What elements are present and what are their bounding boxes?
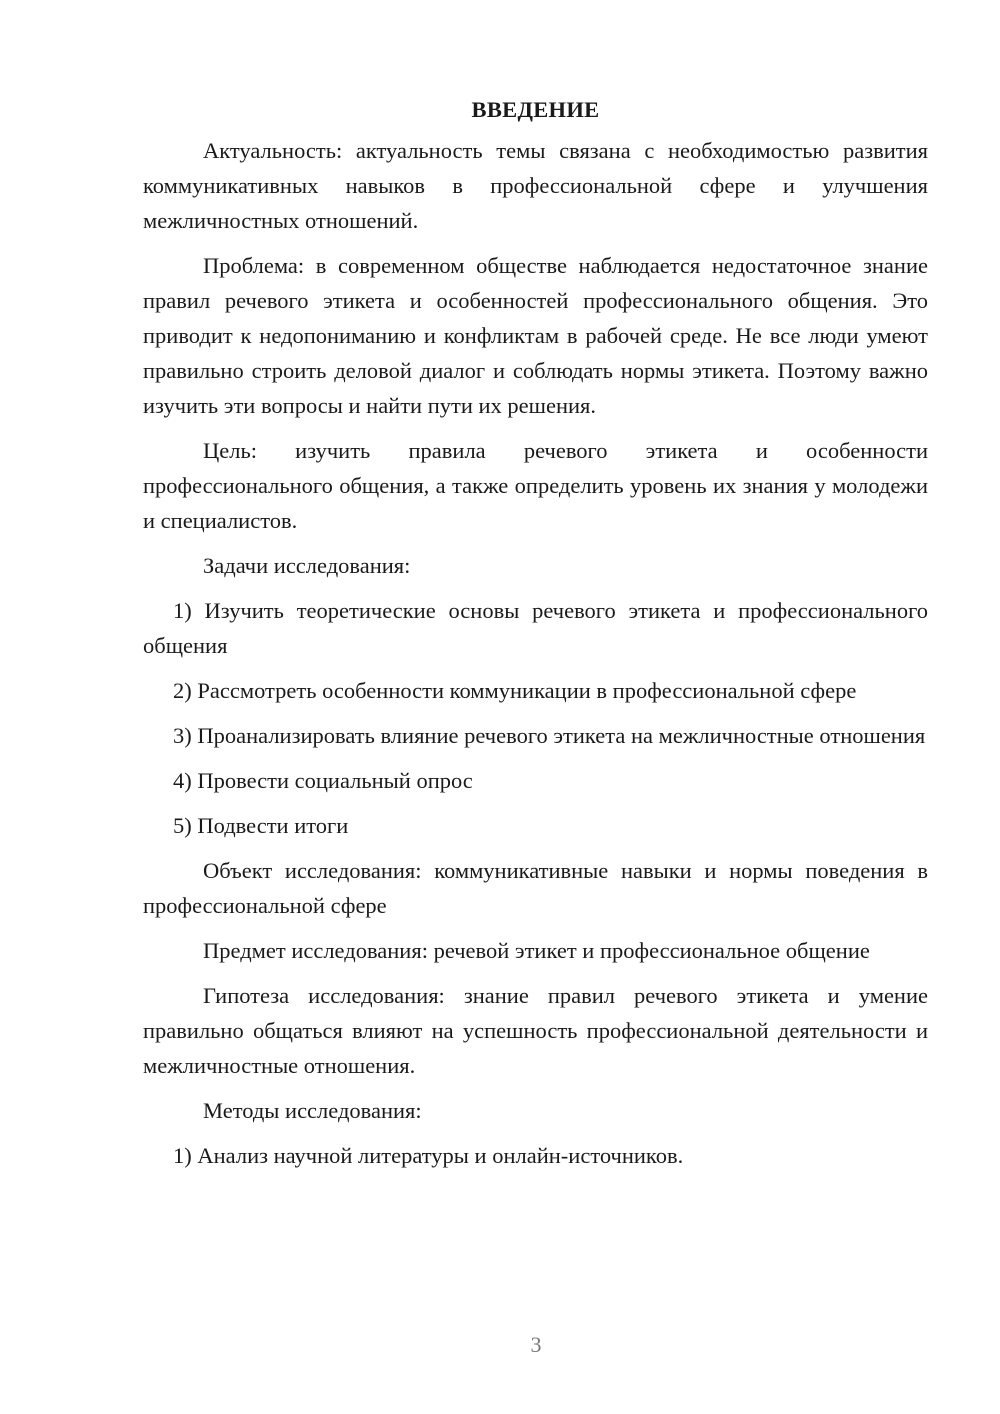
goal-paragraph: Цель: изучить правила речевого этикета и особенности профессионального общения, а также определить уровень их знания у молодежи и специалистов. [143,438,928,533]
tasks-heading: Задачи исследования: [203,553,411,578]
document-body [143,92,928,1183]
methods-heading: Методы исследования: [203,1098,422,1123]
page-number: 3 [530,1332,542,1357]
task-item: 1) Изучить теоретические основы речевого этикета и профессионального общения [143,598,928,658]
task-item: 3) Проанализировать влияние речевого этикета на межличностные отношения [173,723,926,748]
hypothesis-paragraph: Гипотеза исследования: знание правил речевого этикета и умение правильно общаться влияют на успешность профессиональной деятельности и межличностные отношения. [143,983,928,1078]
method-item: 1) Анализ научной литературы и онлайн-источников. [173,1143,684,1168]
task-item: 2) Рассмотреть особенности коммуникации в профессиональной сфере [173,678,857,703]
problem-paragraph: Проблема: в современном обществе наблюдается недостаточное знание правил речевого этикета и особенностей профессионального общения. Это приводит к недопониманию и конфликтам в рабочей среде. Не все люди умеют правильно строить деловой диалог и соблюдать нормы этикета. Поэтому важно изучить эти вопросы и найти пути их решения. [143,253,928,418]
subject-paragraph: Предмет исследования: речевой этикет и профессиональное общение [203,938,870,963]
task-item: 4) Провести социальный опрос [173,768,473,793]
page-title: ВВЕДЕНИЕ [471,97,600,122]
task-item: 5) Подвести итоги [173,813,349,838]
relevance-paragraph: Актуальность: актуальность темы связана с необходимостью развития коммуникативных навыков в профессиональной сфере и улучшения межличностных отношений. [143,138,928,233]
object-paragraph: Объект исследования: коммуникативные навыки и нормы поведения в профессиональной сфере [143,858,928,918]
